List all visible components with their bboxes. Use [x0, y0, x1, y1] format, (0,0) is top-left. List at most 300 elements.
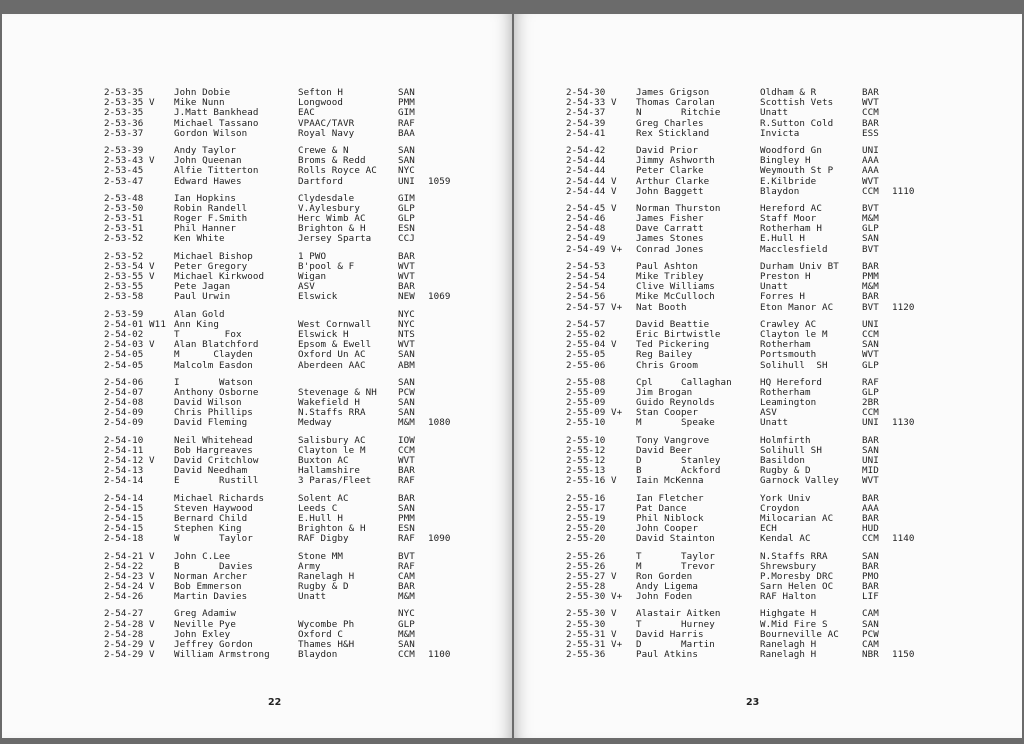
club-name: Rugby & D	[760, 465, 811, 477]
position-count	[428, 476, 458, 486]
region-code: M&M	[862, 281, 879, 293]
position-count: 1100	[428, 649, 451, 661]
position-count	[892, 572, 922, 582]
region-code: CCM	[862, 328, 879, 340]
runner-name: Michael Bishop	[174, 250, 253, 262]
club-name: Rugby & D	[298, 581, 349, 593]
region-code: ESN	[398, 223, 415, 235]
result-group	[566, 204, 922, 255]
position-count: 1110	[892, 185, 915, 197]
result-time: 2-55-09	[566, 386, 606, 398]
result-time: 2-55-05	[566, 349, 606, 361]
page-right	[514, 14, 1022, 738]
club-name: Unatt	[760, 281, 789, 293]
result-time: 2-54-56	[566, 291, 606, 303]
position-count	[428, 456, 458, 466]
region-code: ABM	[398, 359, 415, 371]
club-name: HQ Hereford	[760, 376, 822, 388]
result-time: 2-54-57 V+	[566, 301, 623, 313]
result-time: 2-54-53	[566, 260, 606, 272]
club-name: Elswick H	[298, 328, 349, 340]
position-count	[892, 592, 922, 602]
position-count	[428, 234, 458, 244]
result-group	[566, 262, 922, 313]
region-code: IOW	[398, 434, 415, 446]
region-code: BAR	[862, 260, 879, 272]
position-count	[428, 609, 458, 619]
position-count	[892, 156, 922, 166]
region-code: BAA	[398, 127, 415, 139]
runner-name: Thomas Carolan	[636, 97, 715, 109]
position-count	[892, 552, 922, 562]
runner-name: John Baggett	[636, 185, 704, 197]
club-name: Rotherham	[760, 339, 811, 351]
runner-name: Norman Thurston	[636, 202, 721, 214]
position-count	[892, 166, 922, 176]
result-row	[104, 418, 458, 428]
region-code: WVT	[398, 339, 415, 351]
runner-name: Bob Hargreaves	[174, 444, 253, 456]
region-code: NTS	[398, 328, 415, 340]
runner-name: Michael Kirkwood	[174, 271, 265, 282]
result-group	[104, 194, 458, 245]
region-code: BVT	[862, 202, 879, 214]
region-code: SAN	[398, 407, 415, 419]
club-name: Crawley AC	[760, 318, 817, 330]
region-code: GIM	[398, 192, 415, 204]
results-list-left	[104, 88, 458, 667]
position-count	[892, 108, 922, 118]
result-group	[566, 494, 922, 545]
result-time: 2-54-44	[566, 155, 606, 167]
club-name: Garnock Valley	[760, 475, 839, 487]
club-name: Solihull SH	[760, 444, 822, 456]
runner-name: Ron Gorden	[636, 570, 693, 582]
position-count: 1080	[428, 417, 451, 429]
result-time: 2-55-36	[566, 649, 606, 661]
position-count	[892, 620, 922, 630]
page-number-left: 22	[268, 697, 282, 708]
region-code: AAA	[862, 155, 879, 167]
club-name: 3 Paras/Fleet	[298, 475, 372, 487]
club-name: Macclesfield	[760, 243, 828, 255]
result-group	[104, 146, 458, 187]
club-name: Aberdeen AAC	[298, 359, 366, 371]
position-count	[428, 552, 458, 562]
runner-name: David Prior	[636, 144, 698, 156]
result-row	[104, 166, 458, 176]
runner-name: William Armstrong	[174, 649, 270, 661]
result-time: 2-53-35	[104, 107, 144, 119]
result-time: 2-54-24 V	[104, 581, 155, 593]
result-time: 2-55-26	[566, 550, 606, 562]
club-name: Blaydon	[760, 185, 800, 197]
result-time: 2-54-28 V	[104, 618, 155, 630]
region-code: BVT	[398, 550, 415, 562]
club-name: Durham Univ BT	[760, 260, 839, 272]
club-name: E.Hull H	[298, 512, 344, 524]
result-row	[104, 292, 458, 302]
result-time: 2-53-52	[104, 250, 144, 262]
club-name: Clydesdale	[298, 192, 355, 204]
result-time: 2-54-37	[566, 107, 606, 119]
position-count	[892, 361, 922, 371]
result-group	[104, 88, 458, 139]
position-count	[892, 330, 922, 340]
runner-name: James Stones	[636, 233, 704, 245]
runner-name: David Critchlow	[174, 455, 259, 466]
result-time: 2-54-48	[566, 223, 606, 235]
runner-name: David Wilson	[174, 397, 242, 409]
position-count	[892, 378, 922, 388]
club-name: P.Moresby DRC	[760, 570, 834, 582]
result-group	[566, 436, 922, 487]
club-name: Ranelagh H	[298, 570, 355, 582]
club-name: Hereford AC	[760, 202, 822, 214]
position-count	[428, 204, 458, 214]
region-code: GLP	[398, 213, 415, 225]
region-code: M&M	[398, 417, 415, 429]
position-count	[892, 98, 922, 108]
region-code: WVT	[862, 475, 879, 487]
result-time: 2-55-06	[566, 359, 606, 371]
result-time: 2-54-14	[104, 475, 144, 487]
runner-name: W Taylor	[174, 533, 253, 545]
position-count	[428, 262, 458, 272]
result-time: 2-55-10	[566, 417, 606, 429]
runner-name: Ken White	[174, 233, 225, 245]
result-time: 2-55-09 V+	[566, 407, 623, 419]
result-time: 2-54-22	[104, 560, 144, 572]
club-name: Wakefield H	[298, 397, 360, 409]
result-time: 2-55-30	[566, 618, 606, 630]
page-number-right: 23	[746, 697, 760, 708]
runner-name: Peter Gregory	[174, 260, 248, 272]
region-code: NYC	[398, 308, 415, 320]
club-name: EAC	[298, 107, 315, 119]
result-time: 2-55-04 V	[566, 339, 617, 351]
result-time: 2-53-51	[104, 223, 144, 235]
region-code: NEW	[398, 291, 415, 303]
position-count	[428, 146, 458, 156]
position-count	[428, 320, 458, 330]
result-time: 2-55-30 V	[566, 608, 617, 620]
club-name: Stevenage & NH	[298, 386, 377, 398]
region-code: SAN	[862, 550, 879, 562]
region-code: GLP	[398, 618, 415, 630]
region-code: ESS	[862, 127, 879, 139]
result-row	[104, 534, 458, 544]
club-name: Highgate H	[760, 608, 817, 620]
club-name: Medway	[298, 417, 332, 429]
region-code: UNI	[862, 455, 879, 466]
result-group	[566, 609, 922, 660]
runner-name: David Needham	[174, 465, 248, 477]
runner-name: Neville Pye	[174, 618, 236, 630]
club-name: Clayton le M	[298, 444, 366, 456]
result-group	[566, 378, 922, 429]
region-code: ESN	[398, 523, 415, 535]
region-code: GLP	[862, 359, 879, 371]
runner-name: John Foden	[636, 591, 693, 603]
runner-name: Alan Gold	[174, 308, 225, 320]
club-name: Croydon	[760, 502, 800, 514]
club-name: West Cornwall	[298, 318, 372, 330]
result-group	[104, 609, 458, 660]
region-code: UNI	[862, 417, 879, 429]
position-count	[892, 320, 922, 330]
club-name: Jersey Sparta	[298, 233, 372, 245]
position-count	[892, 398, 922, 408]
runner-name: Paul Urwin	[174, 291, 231, 303]
position-count	[428, 504, 458, 514]
club-name: Rotherham H	[760, 223, 822, 235]
position-count: 1069	[428, 291, 451, 303]
result-row	[104, 129, 458, 139]
position-count	[428, 466, 458, 476]
club-name: Army	[298, 560, 321, 572]
position-count	[892, 340, 922, 350]
club-name: York Univ	[760, 492, 811, 504]
result-time: 2-55-02	[566, 328, 606, 340]
club-name: E.Hull H	[760, 233, 806, 245]
position-count	[428, 166, 458, 176]
result-time: 2-53-47	[104, 175, 144, 187]
runner-name: D Stanley	[636, 455, 721, 466]
position-count	[892, 514, 922, 524]
position-count	[428, 108, 458, 118]
position-count	[428, 582, 458, 592]
region-code: M&M	[862, 213, 879, 225]
result-time: 2-55-17	[566, 502, 606, 514]
result-time: 2-54-29 V	[104, 649, 155, 661]
runner-name: Chris Groom	[636, 359, 698, 371]
position-count	[428, 214, 458, 224]
club-name: Wycombe Ph	[298, 618, 355, 630]
result-time: 2-54-05	[104, 349, 144, 361]
region-code: SAN	[862, 339, 879, 351]
runner-name: Anthony Osborne	[174, 386, 259, 398]
region-code: WVT	[862, 97, 879, 109]
region-code: NYC	[398, 165, 415, 177]
result-time: 2-55-20	[566, 533, 606, 545]
club-name: Dartford	[298, 175, 344, 187]
result-time: 2-54-27	[104, 608, 144, 620]
runner-name: Reg Bailey	[636, 349, 693, 361]
result-group	[104, 436, 458, 487]
region-code: M&M	[398, 628, 415, 640]
result-row	[566, 350, 922, 360]
region-code: NYC	[398, 318, 415, 330]
region-code: SAN	[398, 376, 415, 388]
runner-name: M Trevor	[636, 560, 715, 572]
result-time: 2-54-06	[104, 376, 144, 388]
club-name: Clayton le M	[760, 328, 828, 340]
result-time: 2-54-10	[104, 434, 144, 446]
position-count	[892, 245, 922, 255]
region-code: SAN	[862, 618, 879, 630]
runner-name: David Beer	[636, 444, 693, 456]
club-name: Scottish Vets	[760, 97, 834, 109]
position-count	[428, 194, 458, 204]
club-name: B'pool & F	[298, 260, 355, 272]
runner-name: Ann King	[174, 318, 220, 330]
runner-name: Paul Ashton	[636, 260, 698, 272]
result-time: 2-54-29 V	[104, 639, 155, 650]
result-time: 2-54-09	[104, 417, 144, 429]
position-count: 1120	[892, 301, 915, 313]
runner-name: Alan Blatchford	[174, 339, 259, 351]
result-row	[566, 592, 922, 602]
result-time: 2-55-28	[566, 581, 606, 593]
result-row	[104, 234, 458, 244]
result-time: 2-53-45	[104, 165, 144, 177]
club-name: Sefton H	[298, 87, 344, 98]
result-row	[566, 476, 922, 486]
runner-name: Rex Stickland	[636, 127, 710, 139]
runner-name: Iain McKenna	[636, 475, 704, 487]
club-name: Oldham & R	[760, 87, 817, 98]
result-time: 2-54-13	[104, 465, 144, 477]
region-code: PMM	[398, 512, 415, 524]
region-code: CAM	[862, 608, 879, 620]
result-group	[566, 146, 922, 197]
club-name: Brighton & H	[298, 223, 366, 235]
result-time: 2-54-44 V	[566, 185, 617, 197]
region-code: GLP	[862, 386, 879, 398]
region-code: PMM	[862, 271, 879, 282]
club-name: ASV	[298, 281, 315, 293]
club-name: Invicta	[760, 127, 800, 139]
position-count	[428, 630, 458, 640]
region-code: MID	[862, 465, 879, 477]
runner-name: Pat Dance	[636, 502, 687, 514]
position-count	[892, 476, 922, 486]
runner-name: James Fisher	[636, 213, 704, 225]
runner-name: Mike Tribley	[636, 271, 704, 282]
result-time: 2-53-51	[104, 213, 144, 225]
region-code: BAR	[862, 117, 879, 129]
position-count	[428, 252, 458, 262]
result-time: 2-54-01 W11	[104, 318, 166, 330]
club-name: Sarn Helen OC	[760, 581, 834, 593]
region-code: SAN	[398, 502, 415, 514]
position-count	[892, 582, 922, 592]
club-name: Holmfirth	[760, 434, 811, 446]
result-time: 2-54-57	[566, 318, 606, 330]
club-name: Solihull SH	[760, 359, 828, 371]
club-name: Leeds C	[298, 502, 338, 514]
club-name: N.Staffs RRA	[298, 407, 366, 419]
region-code: BVT	[862, 243, 879, 255]
result-time: 2-54-45 V	[566, 202, 617, 214]
runner-name: T Fox	[174, 328, 242, 340]
position-count	[428, 378, 458, 388]
region-code: NYC	[398, 608, 415, 620]
region-code: BAR	[398, 465, 415, 477]
runner-name: Arthur Clarke	[636, 175, 710, 187]
result-time: 2-54-21 V	[104, 550, 155, 562]
runner-name: Paul Atkins	[636, 649, 698, 661]
club-name: Oxford Un AC	[298, 349, 366, 361]
club-name: Staff Moor	[760, 213, 817, 225]
runner-name: Tony Vangrove	[636, 434, 710, 446]
club-name: Ranelagh H	[760, 649, 817, 661]
region-code: WVT	[862, 175, 879, 187]
result-time: 2-54-49	[566, 233, 606, 245]
region-code: LIF	[862, 591, 879, 603]
position-count	[428, 224, 458, 234]
position-count	[428, 98, 458, 108]
region-code: BAR	[862, 581, 879, 593]
result-group	[104, 552, 458, 603]
runner-name: Mike Nunn	[174, 97, 225, 109]
position-count	[892, 224, 922, 234]
result-time: 2-55-08	[566, 376, 606, 388]
page-left	[2, 14, 512, 738]
position-count	[892, 504, 922, 514]
runner-name: M Clayden	[174, 349, 253, 361]
region-code: BAR	[862, 87, 879, 98]
club-name: Bourneville AC	[760, 628, 839, 640]
results-list-right	[566, 88, 922, 667]
runner-name: B Davies	[174, 560, 253, 572]
region-code: CCM	[398, 444, 415, 456]
result-time: 2-54-46	[566, 213, 606, 225]
region-code: GIM	[398, 107, 415, 119]
runner-name: Phil Hanner	[174, 223, 236, 235]
result-group	[104, 252, 458, 303]
runner-name: Andy Ligema	[636, 581, 698, 593]
region-code: BAR	[862, 492, 879, 504]
region-code: BAR	[862, 434, 879, 446]
result-time: 2-54-09	[104, 407, 144, 419]
result-time: 2-53-50	[104, 202, 144, 214]
region-code: SAN	[398, 397, 415, 409]
club-name: Rotherham	[760, 386, 811, 398]
result-group	[104, 378, 458, 429]
club-name: Brighton & H	[298, 523, 366, 535]
runner-name: Andy Taylor	[174, 144, 236, 156]
club-name: Portsmouth	[760, 349, 817, 361]
position-count	[428, 592, 458, 602]
position-count	[428, 361, 458, 371]
position-count	[892, 436, 922, 446]
club-name: Royal Navy	[298, 127, 355, 139]
club-name: Salisbury AC	[298, 434, 366, 446]
region-code: SAN	[862, 233, 879, 245]
result-time: 2-53-58	[104, 291, 144, 303]
result-time: 2-54-23 V	[104, 570, 155, 582]
result-time: 2-55-27 V	[566, 570, 617, 582]
club-name: 1 PWO	[298, 250, 327, 262]
result-row	[566, 245, 922, 255]
result-time: 2-54-18	[104, 533, 144, 545]
runner-name: Stan Cooper	[636, 407, 698, 419]
result-row	[104, 177, 458, 187]
runner-name: Ted Pickering	[636, 339, 710, 351]
runner-name: Cpl Callaghan	[636, 376, 732, 388]
result-row	[566, 650, 922, 660]
region-code: SAN	[862, 444, 879, 456]
position-count	[892, 466, 922, 476]
club-name: R.Sutton Cold	[760, 117, 834, 129]
position-count	[428, 514, 458, 524]
region-code: UNI	[398, 175, 415, 187]
result-group	[104, 494, 458, 545]
runner-name: T Hurney	[636, 618, 715, 630]
region-code: M&M	[398, 591, 415, 603]
